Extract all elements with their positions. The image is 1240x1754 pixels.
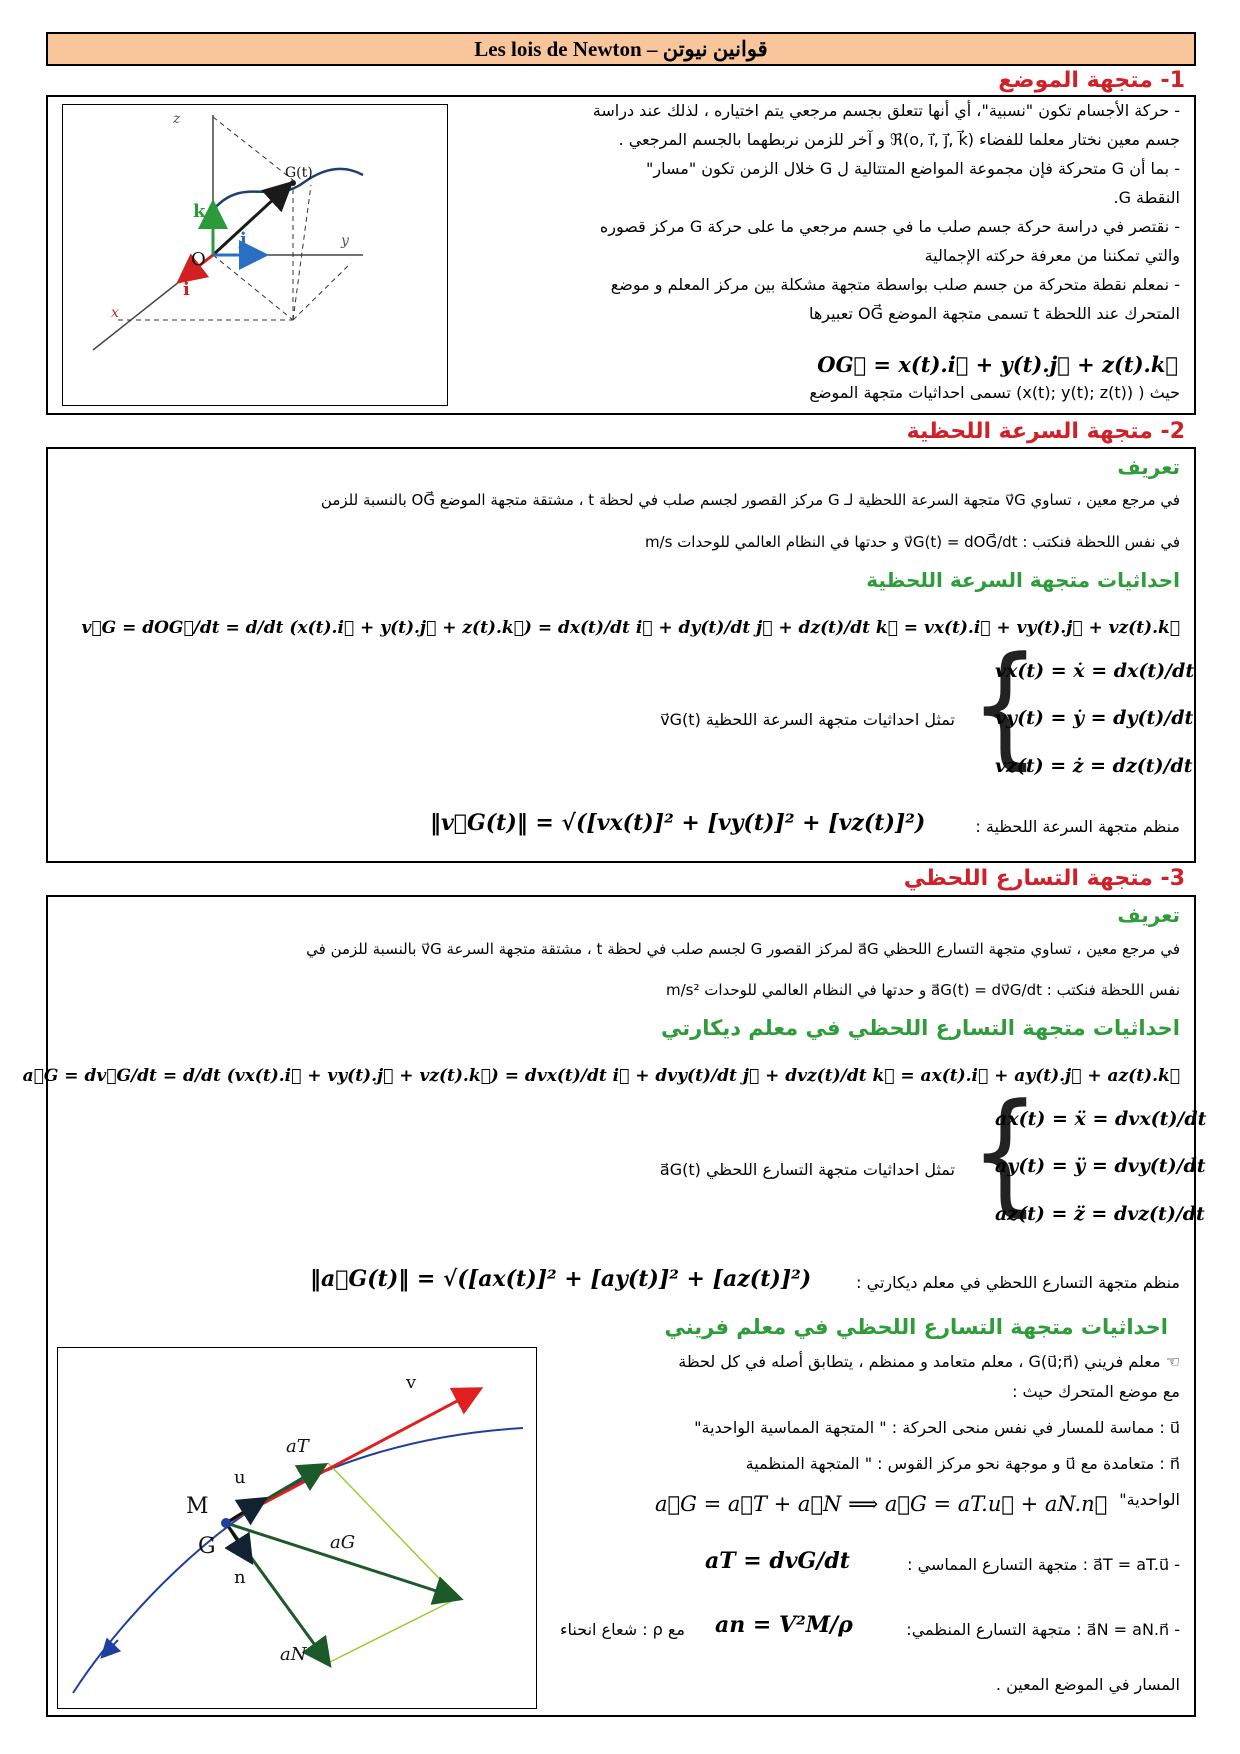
acceleration-norm-formula: ‖a⃗G(t)‖ = √([ax(t)]² + [ay(t)]² + [az(t)]²) xyxy=(310,1266,812,1292)
acceleration-system-line: ax(t) = ẍ = dvx(t)/dt xyxy=(995,1108,1207,1130)
velocity-system-label: تمثل احداثيات متجهة السرعة اللحظية v⃗G(t) xyxy=(660,710,955,729)
section3-definition-title: تعريف xyxy=(1117,903,1180,927)
acceleration-brace: { xyxy=(970,1075,1040,1229)
position-coordinates: حيث ( (x(t); y(t); z(t)) تسمى احداثيات متجهة الموضع xyxy=(809,383,1180,402)
g-label: G(t) xyxy=(285,165,313,181)
og-vector xyxy=(213,185,289,255)
frenet-line: ☜ معلم فريني (G(u⃗;n⃗ ، معلم متعامد و ممنظم ، يتطابق أصله في كل لحظة xyxy=(678,1352,1180,1371)
section1-text xyxy=(480,101,1180,333)
u-label: u xyxy=(234,1467,246,1488)
x-label: x xyxy=(111,305,119,321)
i-label: i xyxy=(183,279,190,300)
acceleration-system-line: az(t) = z̈ = dvz(t)/dt xyxy=(995,1203,1205,1225)
acceleration-system-line: ay(t) = ÿ = dvy(t)/dt xyxy=(995,1155,1206,1177)
velocity-norm-formula: ‖v⃗G(t)‖ = √([vx(t)]² + [vy(t)]² + [vz(t)]²) xyxy=(430,810,926,836)
normal-label: - a⃗N = aN.n⃗ : متجهة التسارع المنظمي: xyxy=(906,1620,1180,1639)
construction-line xyxy=(328,1598,458,1663)
point-m xyxy=(221,1518,231,1528)
velocity-system-line: vy(t) = ẏ = dy(t)/dt xyxy=(995,707,1194,729)
k-label: k xyxy=(193,201,206,222)
paragraph-line: - حركة الأجسام تكون "نسبية"، أي أنها تتعلق بجسم مرجعي يتم اختياره ، لذلك عند دراسة xyxy=(592,101,1180,120)
velocity-coords-title: احداثيات متجهة السرعة اللحظية xyxy=(866,568,1180,592)
position-figure xyxy=(62,104,448,406)
acceleration-system-label: تمثل احداثيات متجهة التسارع اللحظي a⃗G(t) xyxy=(659,1160,955,1179)
paragraph-line: والتي تمكننا من معرفة حركته الإجمالية xyxy=(924,246,1180,265)
tangential-formula: aT = dvG/dt xyxy=(705,1548,850,1574)
paragraph-line: - نقتصر في دراسة حركة جسم صلب ما في جسم مرجعي ما على حركة G مركز قصوره xyxy=(599,217,1180,236)
cartesian-coords-title: احداثيات متجهة التسارع اللحظي في معلم ديكارتي xyxy=(661,1016,1180,1040)
dashed-line xyxy=(213,255,293,320)
ag-label: aG xyxy=(330,1532,356,1553)
velocity-brace: { xyxy=(970,628,1040,782)
page-title: Les lois de Newton – قوانين نيوتن xyxy=(46,32,1196,66)
an-label: aN xyxy=(280,1644,307,1665)
frenet-diagram xyxy=(58,1348,536,1708)
velocity-definition-line: في نفس اللحظة فنكتب : v⃗G(t) = dOG⃗/dt و حدتها في النظام العالمي للوحدات m/s xyxy=(644,533,1180,551)
paragraph-line: المتحرك عند اللحظة t تسمى متجهة الموضع OG⃗ تعبيرها xyxy=(808,304,1180,323)
acceleration-norm-label: منظم متجهة التسارع اللحظي في معلم ديكارتي : xyxy=(856,1273,1180,1292)
velocity-system-line: vx(t) = ẋ = dx(t)/dt xyxy=(995,660,1195,682)
frenet-figure xyxy=(57,1347,537,1709)
acceleration-definition-line: في مرجع معين ، تساوي متجهة التسارع اللحظي a⃗G لمركز القصور G لجسم صلب في لحظة t ، مشتقة متجهة السرعة v⃗G بالنسبة للزمن في xyxy=(306,940,1180,958)
section1-title: 1- متجهة الموضع xyxy=(998,68,1185,93)
paragraph-line: - نمعلم نقطة متحركة من جسم صلب بواسطة متجهة مشكلة بين مركز المعلم و موضع xyxy=(610,275,1180,294)
velocity-definition-line: في مرجع معين ، تساوي v⃗G متجهة السرعة اللحظية لـ G مركز القصور لجسم صلب في لحظة t ، مشتقة متجهة الموضع OG⃗ بالنسبة للزمن xyxy=(320,491,1180,509)
velocity-main-formula: v⃗G = dOG⃗/dt = d/dt (x(t).i⃗ + y(t).j⃗ + z(t).k⃗) = dx(t)/dt i⃗ + dy(t)/dt j⃗ + dz(t)/dt k⃗ = vx(t).i⃗ + vy(t).j⃗ + vz(t).k⃗ xyxy=(81,618,1180,638)
frenet-line: n⃗ : متعامدة مع u⃗ و موجهة نحو مركز القوس : " المتجهة المنظمية xyxy=(745,1454,1180,1473)
frenet-coords-title: احداثيات متجهة التسارع اللحظي في معلم فريني xyxy=(664,1315,1168,1339)
dashed-line xyxy=(293,263,351,320)
v-label: v xyxy=(406,1372,417,1393)
acceleration-main-formula: a⃗G = dv⃗G/dt = d/dt (vx(t).i⃗ + vy(t).j⃗ + vz(t).k⃗) = dvx(t)/dt i⃗ + dvy(t)/dt j⃗ + dvz(t)/dt k⃗ = ax(t).i⃗ + ay(t).j⃗ + az(t).k⃗ xyxy=(22,1066,1180,1086)
dashed-line xyxy=(213,117,293,180)
m-label: M xyxy=(186,1494,209,1519)
rho-text-continued: المسار في الموضع المعين . xyxy=(995,1675,1180,1694)
velocity-system-line: vz(t) = ż = dz(t)/dt xyxy=(995,755,1193,777)
tangential-label: - a⃗T = aT.u⃗ : متجهة التسارع المماسي : xyxy=(907,1555,1180,1574)
velocity-vector xyxy=(226,1390,478,1523)
position-formula: OG⃗ = x(t).i⃗ + y(t).j⃗ + z(t).k⃗ xyxy=(817,352,1178,377)
j-label: j xyxy=(240,229,247,250)
frenet-line: مع موضع المتحرك حيث : xyxy=(1012,1382,1180,1401)
velocity-norm-label: منظم متجهة السرعة اللحظية : xyxy=(975,817,1180,836)
rho-text: مع ρ : شعاع انحناء xyxy=(560,1620,685,1639)
position-diagram xyxy=(63,105,447,405)
section2-title: 2- متجهة السرعة اللحظية xyxy=(906,419,1185,444)
normal-formula: an = V²M/ρ xyxy=(715,1612,853,1638)
frenet-line: u⃗ : مماسة للمسار في نفس منحى الحركة : " المتجهة المماسية الواحدية" xyxy=(694,1418,1180,1437)
section2-definition-title: تعريف xyxy=(1117,455,1180,479)
z-label: z xyxy=(173,111,181,127)
u-vector xyxy=(226,1500,263,1523)
acceleration-definition-line: نفس اللحظة فنكتب : a⃗G(t) = dv⃗G/dt و حدتها في النظام العالمي للوحدات m/s² xyxy=(665,981,1180,999)
paragraph-line: - بما أن G متحركة فإن مجموعة المواضع المتتالية ل G خلال الزمن تكون "مسار" xyxy=(646,159,1180,178)
frenet-line: الواحدية" xyxy=(1119,1490,1180,1509)
dashed-line xyxy=(293,185,311,320)
at-label: aT xyxy=(286,1436,309,1457)
paragraph-line: النقطة G. xyxy=(1113,188,1180,207)
section3-title: 3- متجهة التسارع اللحظي xyxy=(903,866,1185,891)
origin-label: O xyxy=(191,249,206,270)
y-label: y xyxy=(341,233,349,249)
n-label: n xyxy=(234,1567,246,1588)
g-label: G xyxy=(198,1534,216,1559)
paragraph-line: جسم معين نختار معلما للفضاء ℜ(o, i⃗, j⃗, k⃗) و آخر للزمن نربطهما بالجسم المرجعي . xyxy=(618,130,1180,149)
frenet-sum-formula: a⃗G = a⃗T + a⃗N ⟹ a⃗G = aT.u⃗ + aN.n⃗ xyxy=(655,1492,1108,1516)
